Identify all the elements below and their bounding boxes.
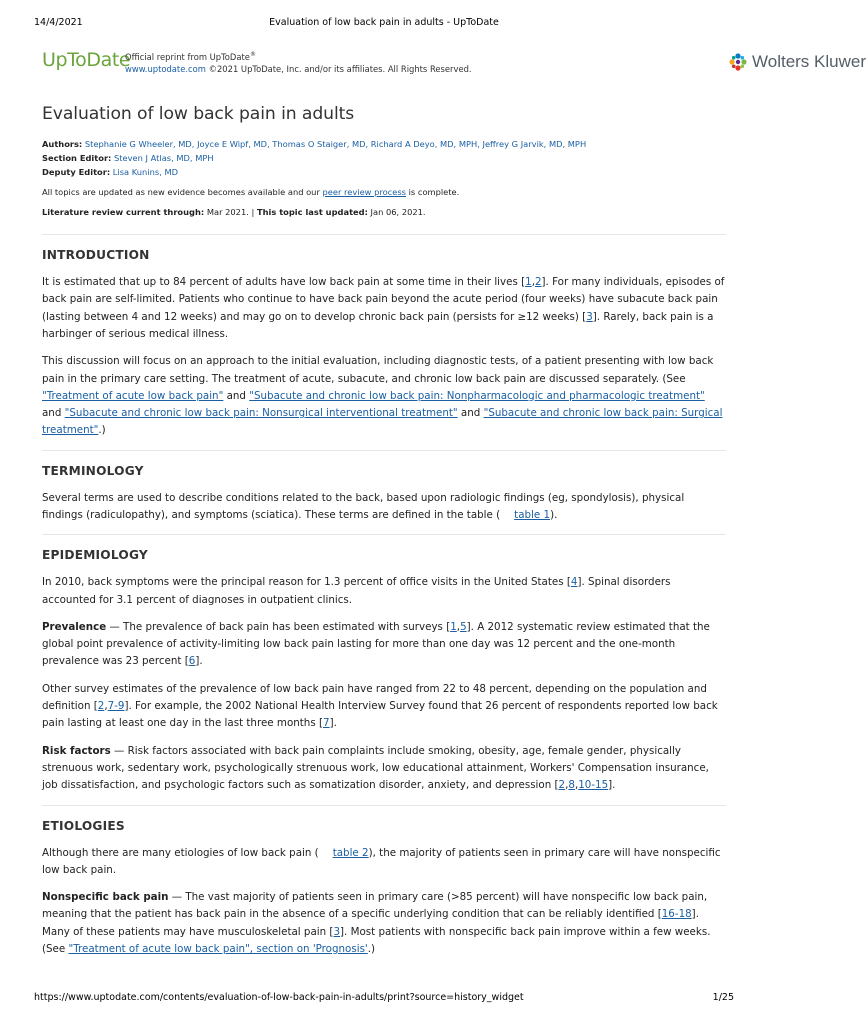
text: ), the majority of patients seen in primary care will have nonspecific low back pain. <box>42 846 721 876</box>
topic-link[interactable]: "Treatment of acute low back pain" <box>42 389 224 402</box>
topic-link[interactable]: "Subacute and chronic low back pain: Nonsurgical interventional treatment" <box>64 407 458 420</box>
reprint-line: Official reprint from UpToDate <box>125 51 250 62</box>
reference-link[interactable]: 1 <box>450 620 457 633</box>
text: and <box>223 389 250 402</box>
text: ]. A 2012 systematic review estimated that the global point prevalence of activity-limiting low back pain lasting for more than one day was 12 percent and the one-month prevalence was 23 percent [ <box>42 620 710 668</box>
text: Other survey estimates of the prevalence of low back pain have ranged from 22 to 48 percent, depending on the population and definition [ <box>42 682 707 713</box>
text: ]. Spinal disorders accounted for 3.1 percent of diagnoses in outpatient clinics. <box>42 576 671 606</box>
paragraph <box>42 574 726 609</box>
paragraph <box>42 845 726 880</box>
text: This discussion will focus on an approach to the initial evaluation, including diagnostic tests, of a patient presenting with low back pain in the primary care setting. The treatment of acute, subacute, and chronic low back pain are discussed separately. (See <box>42 355 714 385</box>
text: — Risk factors associated with back pain complaints include smoking, obesity, age, female gender, physically strenuous work, sedentary work, psychologically strenuous work, low educational attainment, Workers' Compensation insurance, job dissatisfaction, and psychologic factors such as somatization disorder, anxiety, and depression [ <box>42 744 709 792</box>
text: ]. Rarely, back pain is a harbinger of serious medical illness. <box>42 310 714 340</box>
update-note-end: is complete. <box>405 186 460 197</box>
deputy-editor-label: Deputy Editor: <box>42 167 111 178</box>
text: ). <box>550 508 558 521</box>
authors-label: Authors: <box>42 139 83 149</box>
paragraph <box>42 743 726 795</box>
text: .) <box>367 943 376 956</box>
peer-review-link[interactable]: peer review process <box>322 186 406 197</box>
reference-link[interactable]: 6 <box>188 655 196 668</box>
deputy-editor-row <box>42 165 726 179</box>
print-date: 14/4/2021 <box>34 17 83 28</box>
article-meta <box>42 137 726 219</box>
section-heading: EPIDEMIOLOGY <box>42 548 148 563</box>
text: ]. <box>608 779 616 792</box>
subheading: Prevalence <box>42 620 107 633</box>
authors-row <box>42 137 726 151</box>
deputy-editor-link[interactable]: Lisa Kunins, MD <box>112 167 179 178</box>
reference-link[interactable]: 7-9 <box>107 700 125 713</box>
text: ]. Many of these patients may have musculoskeletal pain [ <box>42 908 699 938</box>
reference-link[interactable]: 8 <box>568 779 575 792</box>
reference-link[interactable]: 2 <box>558 779 566 792</box>
paragraph <box>42 619 726 671</box>
update-note-text: All topics are updated as new evidence becomes available and our <box>42 186 323 197</box>
print-footer <box>34 992 734 1006</box>
reference-link[interactable]: 1 <box>525 276 532 289</box>
text: , <box>104 700 108 713</box>
paragraph <box>42 681 726 733</box>
section-editor-link[interactable]: Steven J Atlas, MD, MPH <box>114 153 214 164</box>
text: , <box>456 620 461 633</box>
registered-mark: ® <box>249 51 256 58</box>
authors-links[interactable]: Stephanie G Wheeler, MD, Joyce E Wipf, MD, Thomas O Staiger, MD, Richard A Deyo, MD, MPH, Jeffrey G Jarvik, MD, MPH <box>84 139 587 149</box>
uptodate-logo[interactable]: UpToDate <box>42 49 131 71</box>
text: ]. <box>329 717 337 730</box>
paragraph <box>42 353 726 439</box>
brand-bar <box>42 46 866 78</box>
text: In 2010, back symptoms were the principal reason for 1.3 percent of office visits in the United States [ <box>42 576 571 589</box>
text: , <box>531 276 535 289</box>
review-dates <box>42 205 726 219</box>
section-heading: INTRODUCTION <box>42 248 150 263</box>
table-link[interactable]: table 2 <box>332 846 369 859</box>
section-introduction <box>42 235 726 440</box>
text: , <box>565 779 569 792</box>
section-terminology <box>42 451 726 525</box>
topic-link[interactable]: "Subacute and chronic low back pain: Surgical treatment" <box>42 407 723 437</box>
text: , <box>574 779 579 792</box>
reference-link[interactable]: 7 <box>323 717 330 730</box>
reference-link[interactable]: 16-18 <box>661 908 692 921</box>
reference-link[interactable]: 5 <box>460 620 467 633</box>
print-header <box>34 17 734 31</box>
reference-link[interactable]: 4 <box>570 576 578 589</box>
reference-link[interactable]: 2 <box>534 276 542 289</box>
lit-review-label: Literature review current through: <box>42 206 205 217</box>
text: ]. For many individuals, episodes of back pain are self-limited. Patients who continue to have back pain beyond the acute period (four weeks) have subacute back pain (lasting between 4 and 12 weeks) and may go on to develop chronic back pain (persists for ≥12 weeks) [ <box>42 276 725 323</box>
subheading: Risk factors <box>42 744 111 757</box>
text: It is estimated that up to 84 percent of adults have low back pain at some time in their lives [ <box>42 276 526 289</box>
section-heading: TERMINOLOGY <box>42 463 144 478</box>
text: Several terms are used to describe conditions related to the back, based upon radiologic findings (eg, spondylosis), physical findings (radiculopathy), and symptoms (sciatica). These terms are defined in the table ( <box>42 491 685 521</box>
article <box>42 104 726 968</box>
wolters-kluwer-mark-icon <box>728 52 748 72</box>
copyright-text: ©2021 UpToDate, Inc. and/or its affiliates. All Rights Reserved. <box>205 64 472 75</box>
last-updated-label: This topic last updated: <box>256 206 368 217</box>
reference-link[interactable]: 2 <box>97 700 105 713</box>
text: — The vast majority of patients seen in primary care (>85 percent) will have nonspecific low back pain, meaning that the patient has back pain in the absence of a specific underlying condition that can be reliably identified [ <box>42 891 708 921</box>
reference-link[interactable]: 3 <box>333 925 341 938</box>
text: — The prevalence of back pain has been estimated with surveys [ <box>106 620 451 633</box>
text: ]. For example, the 2002 National Health Interview Survey found that 26 percent of respondents reported low back pain lasting at least one day in the last three months [ <box>42 700 718 730</box>
section-epidemiology <box>42 535 726 794</box>
table-link[interactable]: table 1 <box>514 508 551 521</box>
reprint-notice <box>125 49 472 76</box>
text: ]. Most patients with nonspecific back pain improve within a few weeks. (See <box>42 925 711 956</box>
text: Although there are many etiologies of low back pain ( <box>42 846 319 859</box>
update-note <box>42 185 726 199</box>
section-editor-label: Section Editor: <box>42 153 112 164</box>
section-heading: ETIOLOGIES <box>42 818 125 833</box>
last-updated-value: Jan 06, 2021. <box>367 206 426 217</box>
section-etiologies <box>42 806 726 959</box>
lit-review-value: Mar 2021. | <box>204 206 257 217</box>
paragraph <box>42 490 726 525</box>
paragraph <box>42 274 726 343</box>
subheading: Nonspecific back pain <box>42 891 169 904</box>
text: and <box>457 407 484 420</box>
wolters-kluwer-text: Wolters Kluwer <box>752 52 866 71</box>
topic-link[interactable]: "Subacute and chronic low back pain: Nonpharmacologic and pharmacologic treatment" <box>249 389 705 402</box>
text: .) <box>98 424 106 437</box>
print-url: https://www.uptodate.com/contents/evaluation-of-low-back-pain-in-adults/print?source=history_widget <box>34 992 524 1003</box>
text: ]. <box>195 655 203 668</box>
print-title: Evaluation of low back pain in adults - UpToDate <box>269 17 499 28</box>
section-editor-row <box>42 151 726 165</box>
paragraph <box>42 889 726 958</box>
reference-link[interactable]: 10-15 <box>578 779 609 792</box>
page-number: 1/25 <box>712 992 734 1003</box>
page-title: Evaluation of low back pain in adults <box>42 104 355 124</box>
uptodate-url-link[interactable]: www.uptodate.com <box>125 64 206 75</box>
topic-link[interactable]: "Treatment of acute low back pain", section on 'Prognosis' <box>68 943 368 956</box>
text: and <box>42 407 65 420</box>
reference-link[interactable]: 3 <box>586 310 593 323</box>
